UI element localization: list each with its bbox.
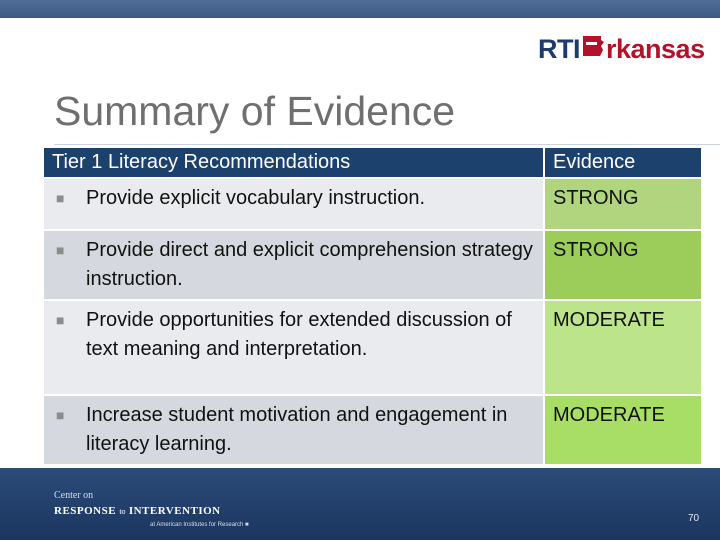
arkansas-state-icon [581,34,605,65]
recommendation-cell [44,395,544,464]
table-header-row [44,148,701,178]
evidence-cell: STRONG [544,230,701,300]
page-number: 70 [688,513,700,524]
table-row [44,230,701,300]
footer-org-intervention: INTERVENTION [128,505,221,517]
column-header-recommendations: Tier 1 Literacy Recommendations [44,148,544,178]
bullet-icon: ■ [56,407,65,423]
table-row [44,395,701,464]
logo-prefix: RTI [538,33,580,64]
slide-footer [0,468,720,540]
evidence-cell: MODERATE [544,395,701,464]
evidence-cell: STRONG [544,178,701,230]
slide-title: Summary of Evidence [54,88,456,134]
column-header-evidence: Evidence [544,148,701,178]
top-header-bar [0,0,720,18]
footer-org-response: RESPONSE [54,505,117,517]
footer-org-line3: at American Institutes for Research ■ [150,522,249,528]
bullet-icon: ■ [56,242,65,258]
table-row [44,178,701,230]
bullet-icon: ■ [56,312,65,328]
center-on-rti-logo [54,490,249,528]
bullet-icon: ■ [56,190,65,206]
logo-suffix: rkansas [606,33,705,64]
title-divider [54,144,720,145]
recommendation-cell [44,230,544,300]
footer-org-to: to [119,507,126,516]
evidence-cell: MODERATE [544,300,701,395]
recommendation-text: Provide opportunities for extended discussion of text meaning and interpretation. [86,309,512,360]
recommendation-text: Provide direct and explicit comprehension strategy instruction. [86,239,533,290]
table-row [44,300,701,395]
recommendation-text: Increase student motivation and engagement in literacy learning. [86,404,508,455]
footer-org-line1: Center on [54,490,94,501]
recommendation-cell [44,300,544,395]
evidence-table [44,148,701,464]
rti-arkansas-logo [538,34,705,64]
footer-org-line2 [54,505,221,517]
recommendation-text: Provide explicit vocabulary instruction. [86,187,426,209]
recommendation-cell [44,178,544,230]
